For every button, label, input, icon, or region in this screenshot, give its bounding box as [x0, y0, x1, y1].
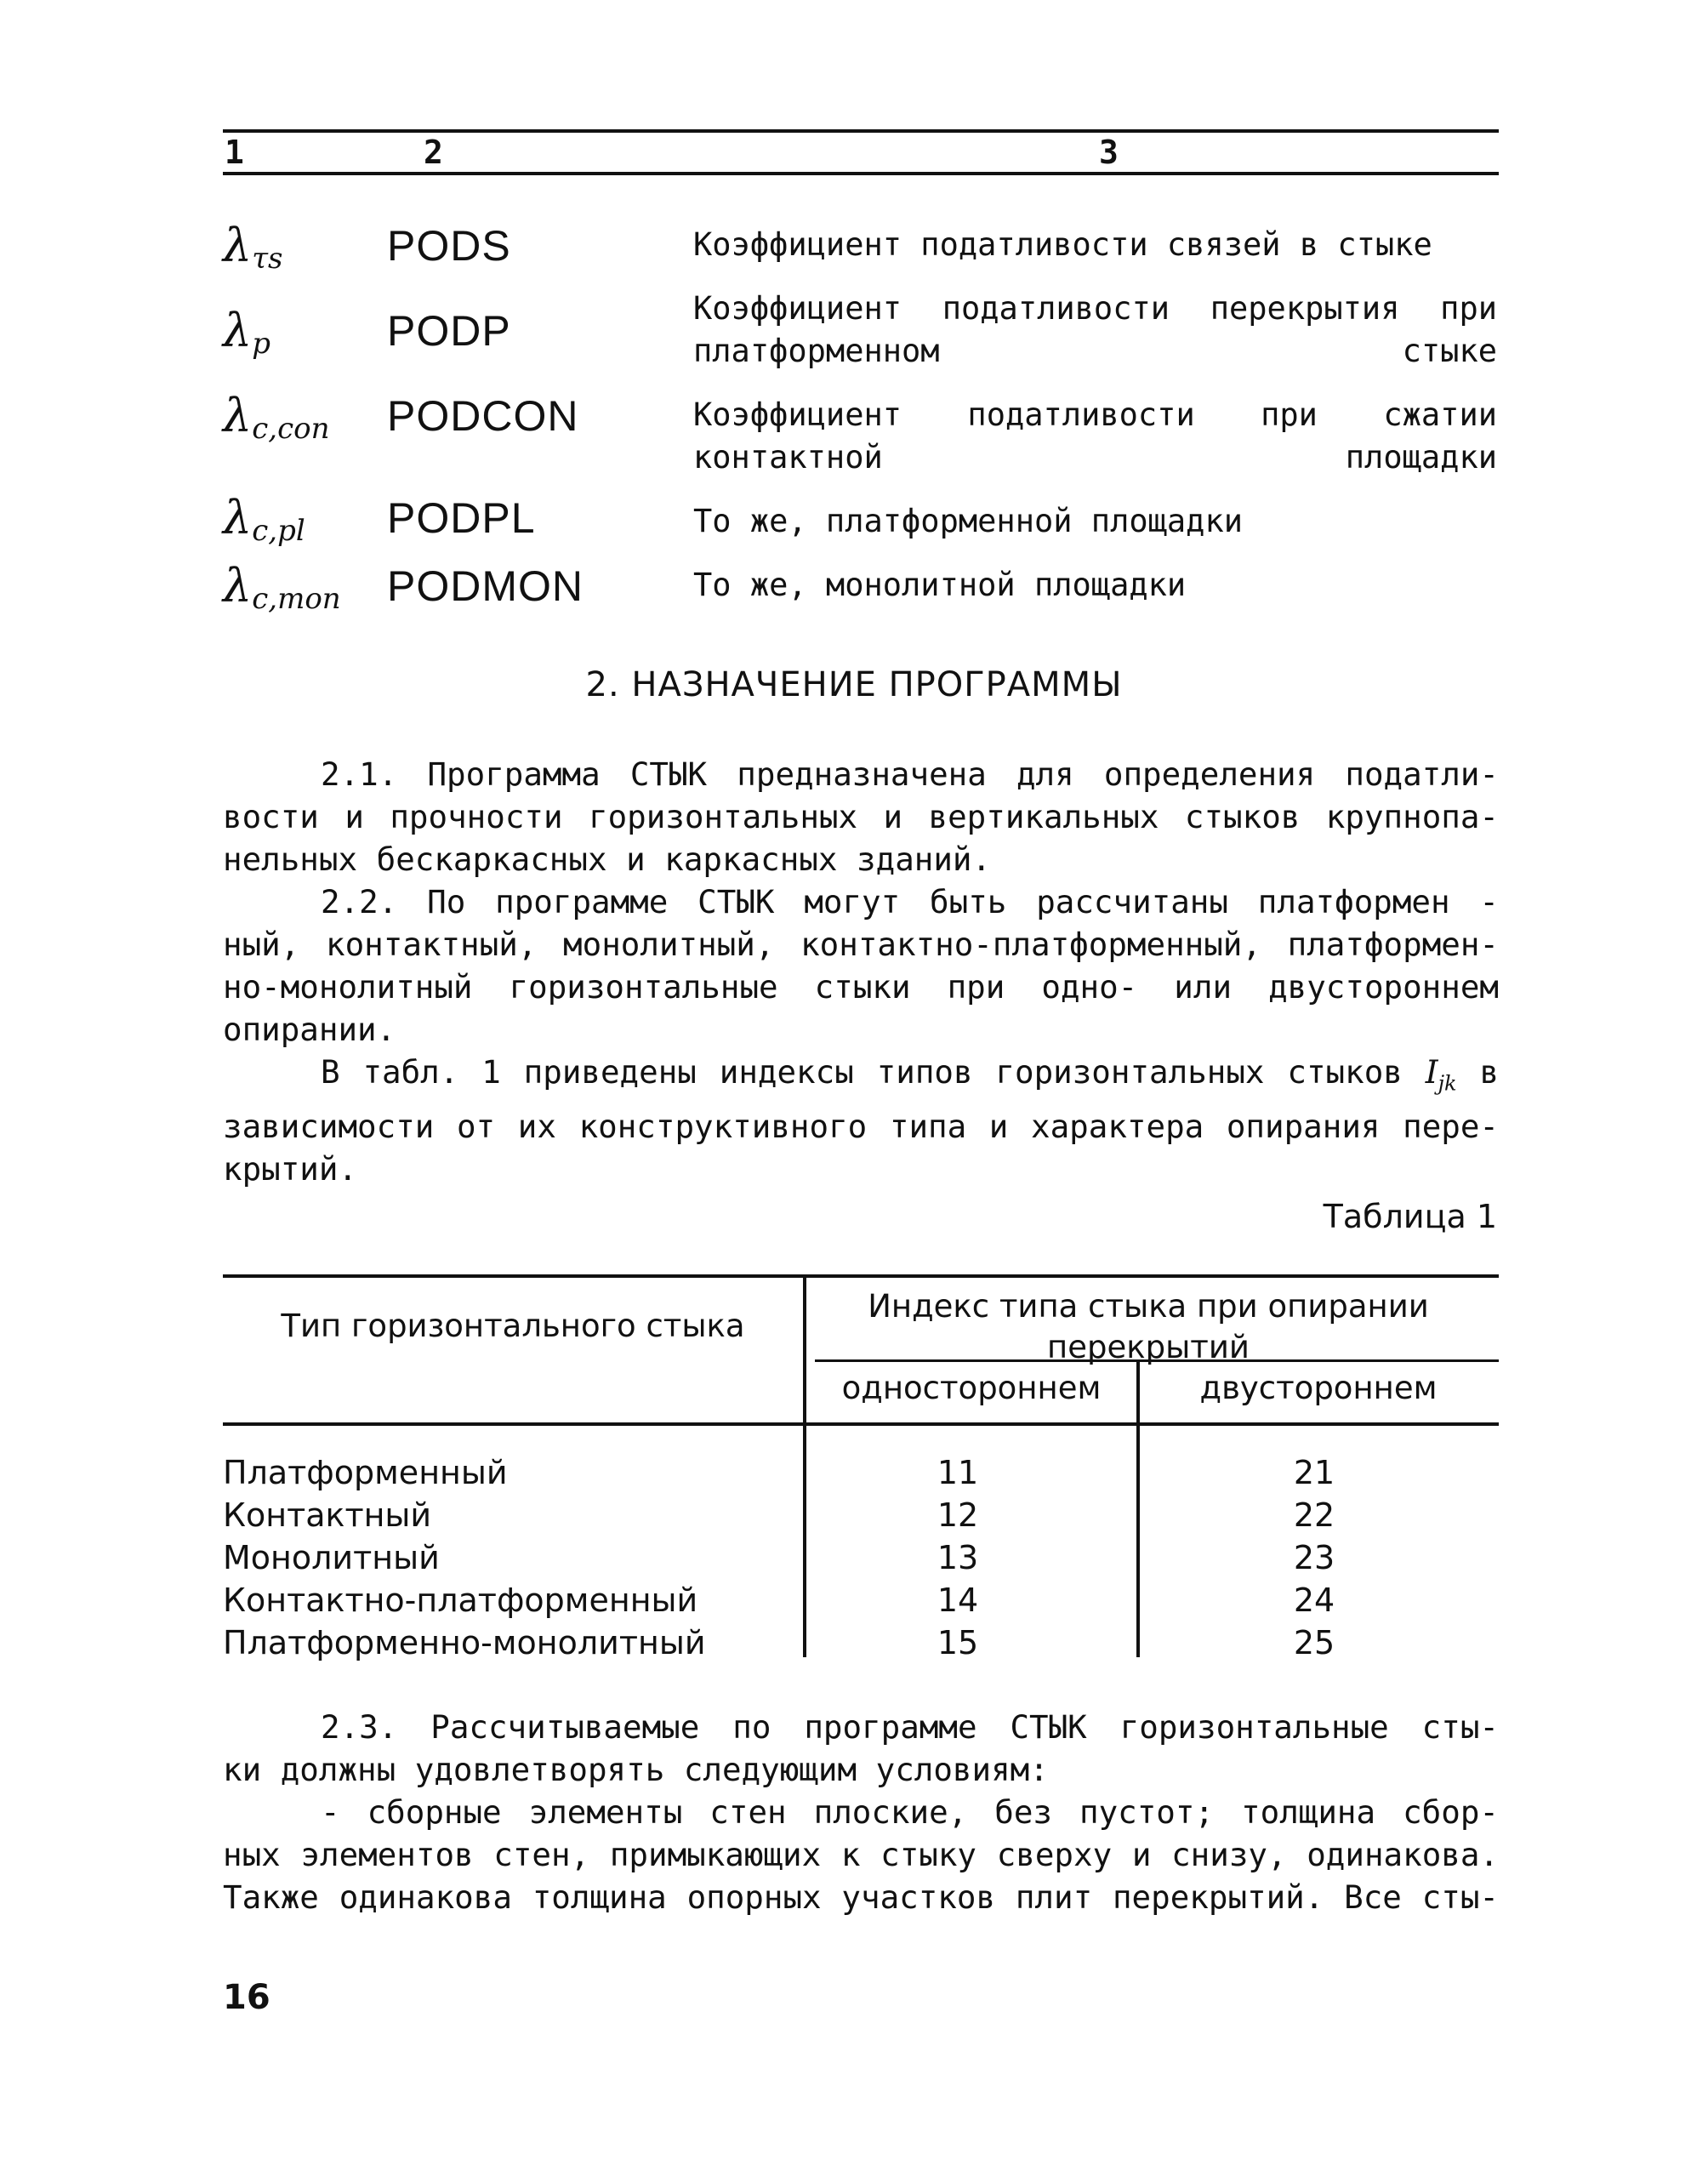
para-2-3-line: - сборные элементы стен плоские, без пустот; толщина сбор- [321, 1793, 1499, 1831]
para-2-3-line: 2.3. Рассчитываемые по программе СТЫК горизонтальные сты- [321, 1708, 1499, 1746]
para-2-2-line: опирании. [223, 1011, 396, 1048]
section-heading: 2. НАЗНАЧЕНИЕ ПРОГРАММЫ [585, 665, 1123, 704]
index-symbol: $I_{jk}$ [1425, 1053, 1457, 1096]
desc-podcon: Коэффициент податливости при сжатии контактной площадки [693, 396, 1497, 476]
para-table-ref-line: зависимости от их конструктивного типа и характера опирания пере- [223, 1107, 1499, 1145]
code-pods: PODS [387, 222, 511, 270]
table1-cell-two: 23 [1293, 1539, 1335, 1576]
top-table-colnum-3: 3 [1099, 134, 1119, 171]
paragraph-2-1 [223, 753, 1499, 881]
table1-cell-one: 13 [937, 1539, 979, 1576]
para-2-2-line: ный, контактный, монолитный, контактно-платформенный, платформен- [223, 926, 1499, 963]
code-podcon: PODCON [387, 392, 579, 440]
desc-podpl: То же, платформенной площадки [693, 503, 1244, 539]
symbol-lambda-ccon: $\lambda_{c,con}$ [223, 389, 330, 446]
table1-cell-two: 25 [1293, 1624, 1335, 1661]
code-podpl: PODPL [387, 494, 536, 542]
table1-cell-one: 14 [937, 1582, 979, 1619]
para-2-1-line: вости и прочности горизонтальных и вертикальных стыков крупнопа- [223, 798, 1499, 835]
table1-row-name: Контактный [223, 1496, 432, 1534]
table1-header-group: Индекс типа стыка при опирании перекрытий [868, 1288, 1429, 1365]
table1-vrule-2 [1136, 1361, 1140, 1657]
table1-cell-one: 11 [937, 1454, 979, 1491]
table1-rule-header-bottom [223, 1422, 1499, 1426]
para-table-ref-line: крытий. [223, 1149, 358, 1188]
table1-cell-one: 15 [937, 1624, 979, 1661]
para-2-1-line: 2.1. Программа СТЫК предназначена для определения податли- [321, 755, 1499, 793]
desc-podp: Коэффициент податливости перекрытия при платформенном стыке [693, 290, 1497, 369]
top-table-colnum-1: 1 [225, 134, 244, 171]
table1-cell-one: 12 [937, 1496, 979, 1534]
para-2-3-line: ных элементов стен, примыкающих к стыку сверху и снизу, одинакова. [223, 1836, 1499, 1873]
table1-rule-top [223, 1274, 1499, 1278]
symbol-lambda-ts: $\lambda_{\tau s}$ [223, 219, 283, 276]
table1-cell-two: 22 [1293, 1496, 1335, 1534]
table1-header-one-sided: одностороннем [841, 1370, 1102, 1406]
page-number: 16 [223, 1978, 270, 2017]
para-2-2-line: но-монолитный горизонтальные стыки при одно- или двустороннем [223, 968, 1499, 1006]
table1-row-name: Монолитный [223, 1539, 440, 1576]
symbol-lambda-cpl: $\lambda_{c,pl}$ [223, 491, 305, 548]
table1-row-name: Платформенный [223, 1454, 508, 1491]
para-2-1-line: нельных бескаркасных и каркасных зданий. [223, 841, 992, 878]
table1-header-type: Тип горизонтального стыка [281, 1308, 745, 1344]
table1-header-two-sided: двустороннем [1199, 1370, 1438, 1406]
para-2-3-line: Также одинакова толщина опорных участков плит перекрытий. Все сты- [223, 1878, 1499, 1916]
para-2-2-line: 2.2. По программе СТЫК могут быть рассчитаны платформен - [321, 883, 1499, 920]
table1-vrule-1 [803, 1274, 806, 1657]
code-podmon: PODMON [387, 562, 584, 610]
table1-cell-two: 21 [1293, 1454, 1335, 1491]
top-table-colnum-2: 2 [424, 134, 443, 171]
table1-cell-two: 24 [1293, 1582, 1335, 1619]
symbol-lambda-p: $\lambda_p$ [223, 304, 270, 361]
paragraph-2-2 [223, 881, 1499, 1051]
desc-podmon: То же, монолитной площадки [693, 567, 1187, 603]
paragraph-table-ref [223, 1051, 1499, 1190]
top-table-rule-top [223, 129, 1499, 133]
code-podp: PODP [387, 307, 511, 355]
para-2-3-line: ки должны удовлетворять следующим условиям: [223, 1751, 1049, 1788]
desc-pods: Коэффициент податливости связей в стыке [693, 226, 1432, 263]
paragraph-2-3 [223, 1706, 1499, 1918]
top-table-rule-header [223, 172, 1499, 175]
table1-row-name: Платформенно-монолитный [223, 1624, 706, 1661]
symbol-lambda-cmon: $\lambda_{c,mon}$ [223, 559, 341, 616]
table1-row-name: Контактно-платформенный [223, 1582, 698, 1619]
para-table-ref-line: В табл. 1 приведены индексы типов горизонтальных стыков $I_{jk}$ в [321, 1053, 1500, 1096]
table-caption: Таблица 1 [1323, 1198, 1497, 1235]
